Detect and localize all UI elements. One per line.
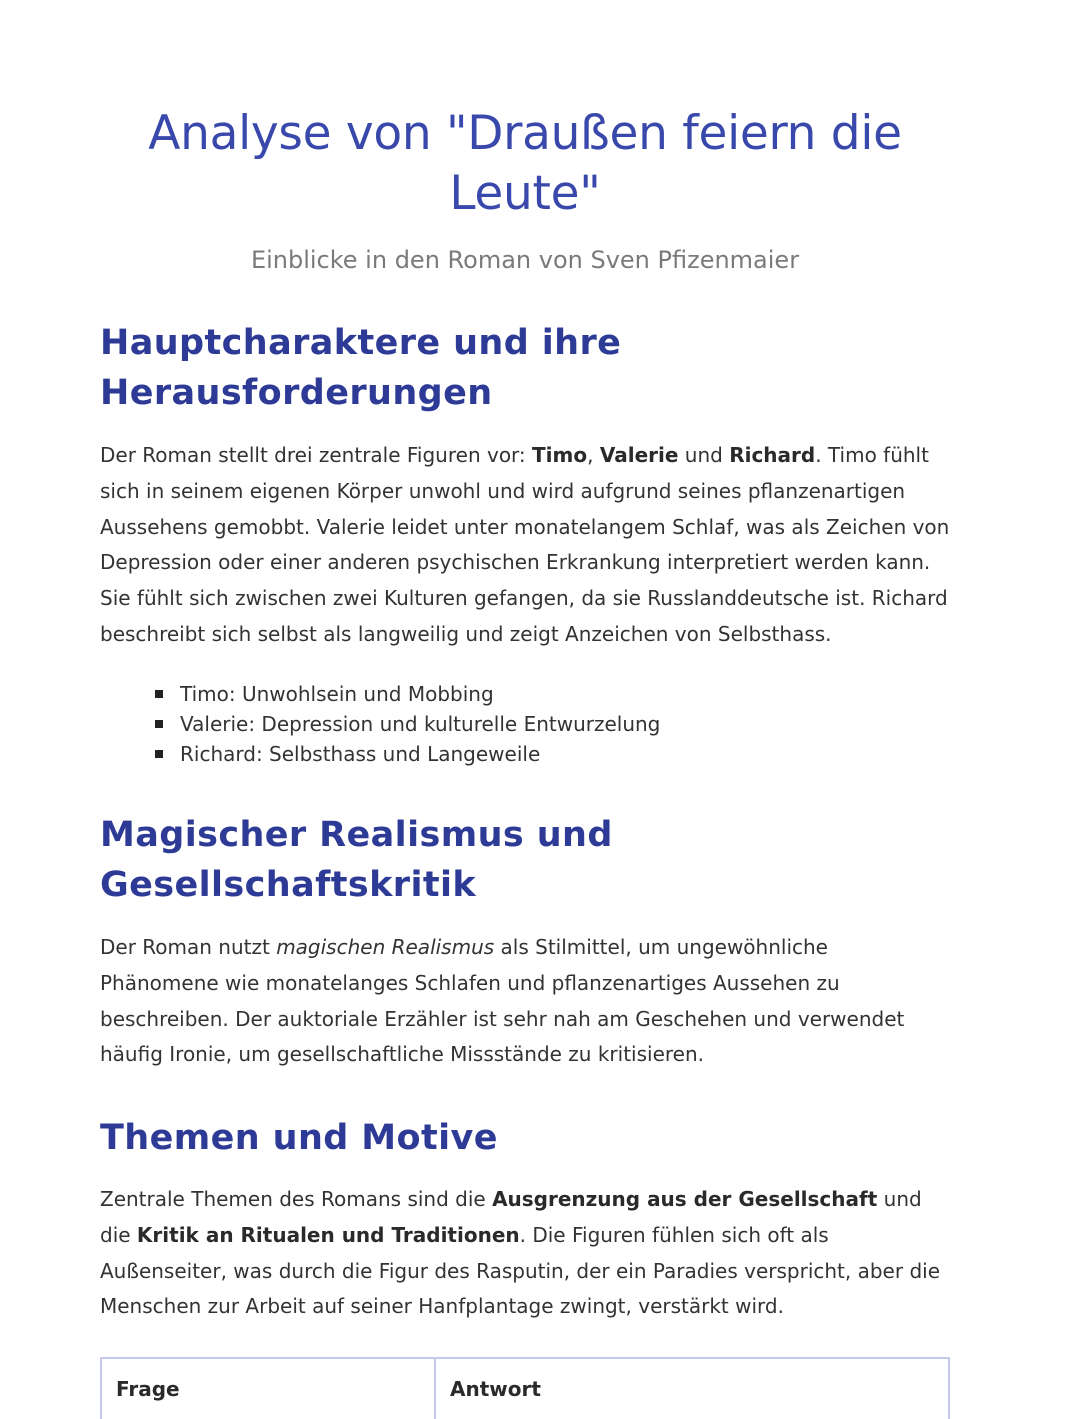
theme-exclusion: Ausgrenzung aus der Gesellschaft [492,1187,878,1211]
section-heading-themes: Themen und Motive [100,1118,498,1158]
list-item: Richard: Selbsthass und Langeweile [100,739,660,769]
name-richard: Richard [729,443,816,467]
column-header-question: Frage [101,1358,435,1419]
square-bullet-icon [155,690,163,698]
theme-ritual-critique: Kritik an Ritualen und Traditionen [136,1222,520,1247]
section-heading-characters: Hauptcharaktere und ihre Herausforderungen [100,323,622,413]
qa-table [100,1357,950,1419]
square-bullet-icon [155,720,163,728]
section-paragraph-magic-realism: Der Roman nutzt magischen Realismus als Stilmittel, um ungewöhnliche Phänomene wie monatelanges Schlafen und pflanzenartiges Aussehen zu beschreiben. Der auktoriale Erzähler ist sehr nah am Geschehen und verwendet häufig Ironie, um gesellschaftliche Missstände zu kritisieren. [100,935,905,1067]
list-item: Valerie: Depression und kulturelle Entwurzelung [100,709,660,739]
list-item: Timo: Unwohlsein und Mobbing [100,679,660,709]
section-paragraph-themes: Zentrale Themen des Romans sind die Ausgrenzung aus der Gesellschaft und die Kritik an Ritualen und Traditionen. Die Figuren fühlen sich oft als Außenseiter, was durch die Figur des Rasputin, der ein Paradies verspricht, aber die Menschen zur Arbeit auf seiner Hanfplantage zwingt, verstärkt wird. [100,1187,940,1319]
character-list [100,679,660,770]
column-header-answer: Antwort [435,1358,949,1419]
section-paragraph-characters: Der Roman stellt drei zentrale Figuren vor: Timo, Valerie und Richard. Timo fühlt sich in seinem eigenen Körper unwohl und wird aufgrund seines pflanzenartigen Aussehens gemobbt. Valerie leidet unter monatelangem Schlaf, was als Zeichen von Depression oder einer anderen psychischen Erkrankung interpretiert werden kann. Sie fühlt sich zwischen zwei Kulturen gefangen, da sie Russlanddeutsche ist. Richard beschreibt sich selbst als langweilig und zeigt Anzeichen von Selbsthass. [100,443,950,646]
page-subtitle: Einblicke in den Roman von Sven Pfizenmaier [250,246,800,274]
page-title: Analyse von "Draußen feiern die Leute" [148,106,902,221]
square-bullet-icon [155,750,163,758]
emphasis-term: magischen Realismus [276,935,495,959]
table-header-row [101,1358,949,1419]
section-heading-magic-realism: Magischer Realismus und Gesellschaftskritik [100,815,613,905]
name-timo: Timo [532,443,588,467]
name-valerie: Valerie [599,443,679,467]
